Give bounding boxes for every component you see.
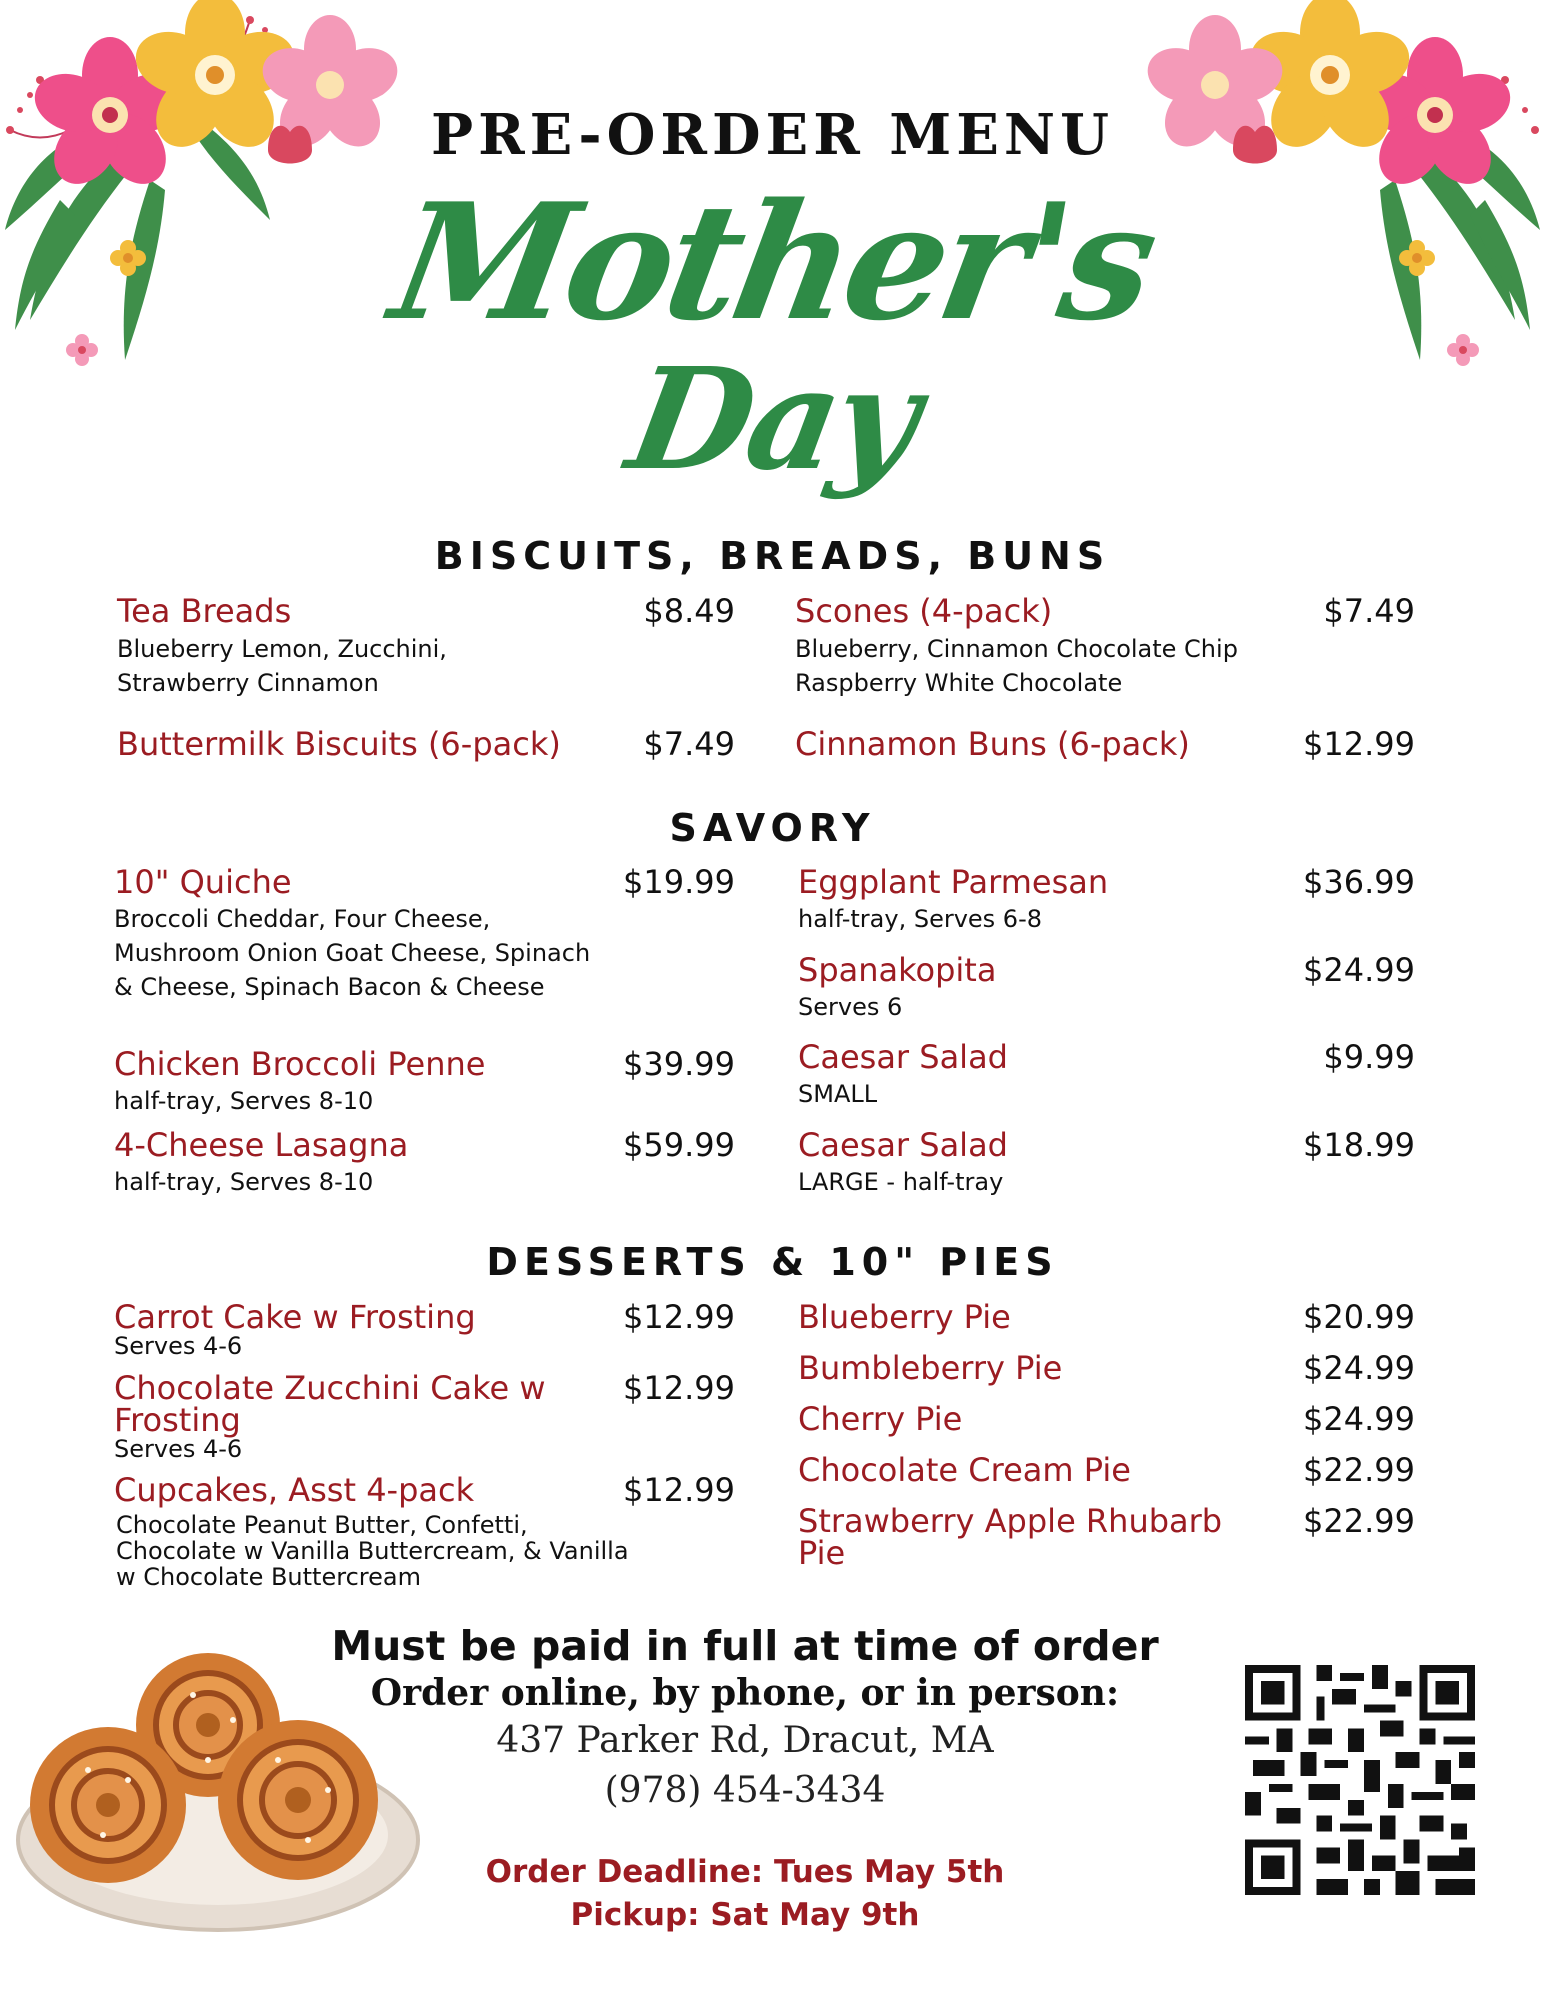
section-title-savory: SAVORY <box>669 806 876 850</box>
qr-code-icon <box>1245 1665 1475 1895</box>
menu-item-description: Serves 4-6 <box>114 1332 243 1360</box>
section-title-biscuits: BISCUITS, BREADS, BUNS <box>434 534 1111 578</box>
menu-item-price: $12.99 <box>623 1471 735 1509</box>
menu-item-price: $36.99 <box>1303 863 1415 901</box>
menu-item-description: Chocolate Peanut Butter, Confetti, Chocolate w Vanilla Buttercream, & Vanilla w Chocolate Buttercream <box>116 1511 629 1591</box>
menu-item-description: half-tray, Serves 6-8 <box>798 905 1042 933</box>
menu-item-name: Scones (4-pack) <box>795 592 1053 630</box>
menu-item-name: Buttermilk Biscuits (6-pack) <box>117 725 561 763</box>
menu-item-name: Cinnamon Buns (6-pack) <box>795 725 1190 763</box>
menu-item-name: Chicken Broccoli Penne <box>114 1045 486 1083</box>
menu-item-name: 10" Quiche <box>114 863 292 901</box>
menu-item-price: $12.99 <box>623 1298 735 1336</box>
day-script-title: Day <box>617 338 928 502</box>
menu-item-price: $59.99 <box>623 1126 735 1164</box>
menu-item-name: Caesar Salad <box>798 1038 1008 1076</box>
store-address: 437 Parker Rd, Dracut, MA <box>496 1720 994 1761</box>
menu-item-name: Caesar Salad <box>798 1126 1008 1164</box>
order-methods: Order online, by phone, or in person: <box>370 1672 1120 1714</box>
menu-item-description: half-tray, Serves 8-10 <box>114 1168 374 1196</box>
mothers-script-title: Mother's <box>380 168 1165 356</box>
payment-notice: Must be paid in full at time of order <box>331 1622 1159 1670</box>
menu-item-name: Cherry Pie <box>798 1400 963 1438</box>
menu-item-description: SMALL <box>798 1080 878 1108</box>
menu-item-price: $24.99 <box>1303 1349 1415 1387</box>
menu-item-price: $22.99 <box>1303 1451 1415 1489</box>
menu-item-name: Tea Breads <box>117 592 292 630</box>
section-title-desserts: DESSERTS & 10" PIES <box>486 1240 1059 1284</box>
menu-item-price: $7.49 <box>1323 592 1415 630</box>
menu-item-name: 4-Cheese Lasagna <box>114 1126 409 1164</box>
pre-order-heading: PRE-ORDER MENU <box>431 102 1114 168</box>
menu-item-description: half-tray, Serves 8-10 <box>114 1087 374 1115</box>
menu-item-price: $12.99 <box>623 1369 735 1407</box>
menu-item-name: Cupcakes, Asst 4-pack <box>114 1471 475 1509</box>
menu-item-description: Serves 4-6 <box>114 1435 243 1463</box>
menu-item-price: $7.49 <box>643 725 735 763</box>
menu-item-price: $24.99 <box>1303 1400 1415 1438</box>
menu-item-price: $39.99 <box>623 1045 735 1083</box>
menu-item-name: Spanakopita <box>798 951 997 989</box>
menu-item-name: Bumbleberry Pie <box>798 1349 1063 1387</box>
menu-item-name: Strawberry Apple Rhubarb Pie <box>798 1502 1223 1572</box>
menu-item-description: LARGE - half-tray <box>798 1168 1004 1196</box>
menu-item-name: Chocolate Cream Pie <box>798 1451 1131 1489</box>
cinnamon-buns-icon <box>8 1640 428 1940</box>
menu-item-name: Chocolate Zucchini Cake w Frosting <box>114 1369 546 1439</box>
menu-item-price: $24.99 <box>1303 951 1415 989</box>
menu-item-description: Blueberry Lemon, Zucchini, Strawberry Cinnamon <box>117 635 447 697</box>
pickup-date: Pickup: Sat May 9th <box>570 1897 920 1933</box>
menu-item-description: Blueberry, Cinnamon Chocolate Chip Raspberry White Chocolate <box>795 635 1238 697</box>
menu-item-name: Carrot Cake w Frosting <box>114 1298 476 1336</box>
menu-item-price: $20.99 <box>1303 1298 1415 1336</box>
menu-item-description: Broccoli Cheddar, Four Cheese, Mushroom Onion Goat Cheese, Spinach & Cheese, Spinach Bacon & Cheese <box>114 905 591 1001</box>
order-deadline: Order Deadline: Tues May 5th <box>485 1854 1005 1890</box>
store-phone: (978) 454-3434 <box>604 1770 886 1811</box>
menu-item-price: $12.99 <box>1303 725 1415 763</box>
menu-item-description: Serves 6 <box>798 993 903 1021</box>
menu-item-price: $22.99 <box>1303 1502 1415 1540</box>
menu-item-price: $8.49 <box>643 592 735 630</box>
menu-item-price: $18.99 <box>1303 1126 1415 1164</box>
menu-item-name: Eggplant Parmesan <box>798 863 1109 901</box>
menu-item-price: $9.99 <box>1323 1038 1415 1076</box>
menu-item-name: Blueberry Pie <box>798 1298 1011 1336</box>
menu-item-price: $19.99 <box>623 863 735 901</box>
